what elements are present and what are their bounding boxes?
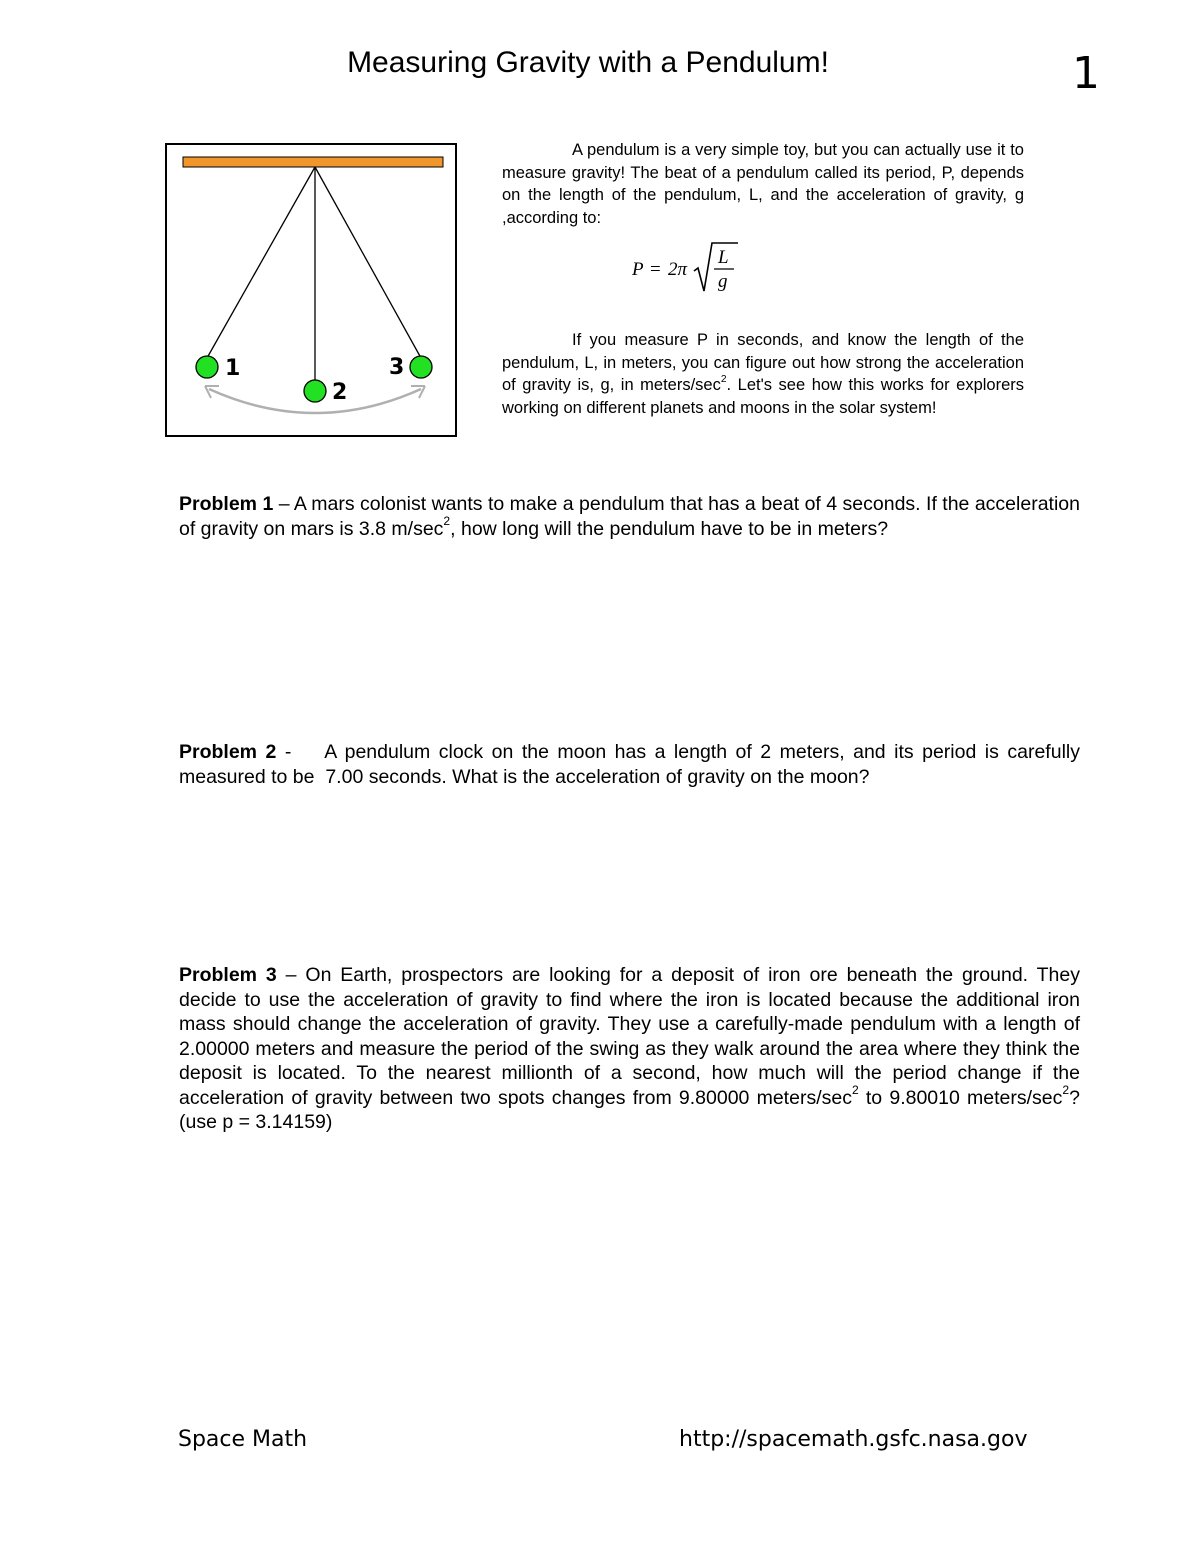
- problem-1-text-a: – A mars colonist wants to make a pendulum that has a beat of 4 seconds. If the acceleration of gravity on mars is 3.8 m/sec: [179, 493, 1080, 540]
- problem-1-sup: 2: [443, 514, 451, 529]
- page-number: 1: [1072, 48, 1100, 99]
- problem-3-text-c: ? (use p = 3.14159): [179, 1086, 1080, 1133]
- pendulum-diagram: [167, 145, 457, 437]
- formula-radical: [694, 243, 738, 291]
- problem-2: [179, 740, 1086, 789]
- page-title: Measuring Gravity with a Pendulum!: [347, 46, 829, 79]
- intro-paragraph-1: A pendulum is a very simple toy, but you can actually use it to measure gravity! The beat of a pendulum called its period, P, depends on the length of the pendulum, L, and the acceleration of gravity, g ,according to:: [502, 141, 1024, 227]
- problem-3-sup-1: 2: [851, 1083, 859, 1098]
- problem-2-label: Problem 2: [179, 741, 277, 763]
- pendulum-bob-1: [196, 356, 218, 378]
- formula-lhs: P: [632, 259, 644, 280]
- pendulum-string-right: [315, 167, 421, 358]
- footer-brand: Space Math: [178, 1427, 308, 1452]
- problem-3-label: Problem 3: [179, 964, 277, 986]
- problem-3-sup-2: 2: [1062, 1083, 1070, 1098]
- intro-paragraph-2-sup: 2: [720, 373, 727, 385]
- footer-url[interactable]: http://spacemath.gsfc.nasa.gov: [679, 1427, 1028, 1452]
- intro-paragraph-2-a: If you measure P in seconds, and know the length of the pendulum, L, in meters, you can figure out how strong the acceleration of gravity is, g, in meters/sec: [502, 331, 1024, 394]
- formula-numerator: L: [718, 247, 729, 268]
- problem-3-text-b: to 9.80010 meters/sec: [858, 1086, 1063, 1109]
- problem-1-label: Problem 1: [179, 493, 274, 515]
- bob-label-3: 3: [389, 355, 405, 380]
- intro-paragraph-2: [502, 329, 1024, 419]
- problem-1-text-b: , how long will the pendulum have to be in meters?: [450, 517, 889, 540]
- formula-coefficient: 2π: [668, 259, 688, 280]
- bob-label-2: 2: [332, 380, 348, 405]
- pendulum-figure: [165, 143, 457, 437]
- formula-graphic: [630, 233, 770, 303]
- formula-denominator: g: [718, 271, 728, 292]
- pendulum-support-bar: [183, 157, 443, 167]
- intro-paragraph-2-b: . Let's see how this works for explorers working on different planets and moons in the solar system!: [502, 376, 1024, 417]
- problem-1: [179, 492, 1080, 541]
- problem-3-text-a: – On Earth, prospectors are looking for a deposit of iron ore beneath the ground. They decide to use the acceleration of gravity to find where the iron is located because the additional iron mass should change the acceleration of gravity. They use a carefully-made pendulum with a length of 2.00000 meters and measure the period of the swing as they walk around the area where they think the deposit is located. To the nearest millionth of a second, how much will the period change if the acceleration of gravity between two spots changes from 9.80000 meters/sec: [179, 964, 1080, 1109]
- period-formula: [502, 229, 1024, 329]
- formula-equals: =: [650, 259, 661, 280]
- problem-2-text: - A pendulum clock on the moon has a length of 2 meters, and its period is carefully measured to be 7.00 seconds. What is the acceleration of gravity on the moon?: [179, 741, 1086, 788]
- pendulum-string-left: [207, 167, 315, 358]
- pendulum-bob-2: [304, 380, 326, 402]
- bob-label-1: 1: [225, 356, 241, 381]
- problem-3: [179, 963, 1080, 1135]
- pendulum-bob-3: [410, 356, 432, 378]
- intro-text: [502, 139, 1024, 419]
